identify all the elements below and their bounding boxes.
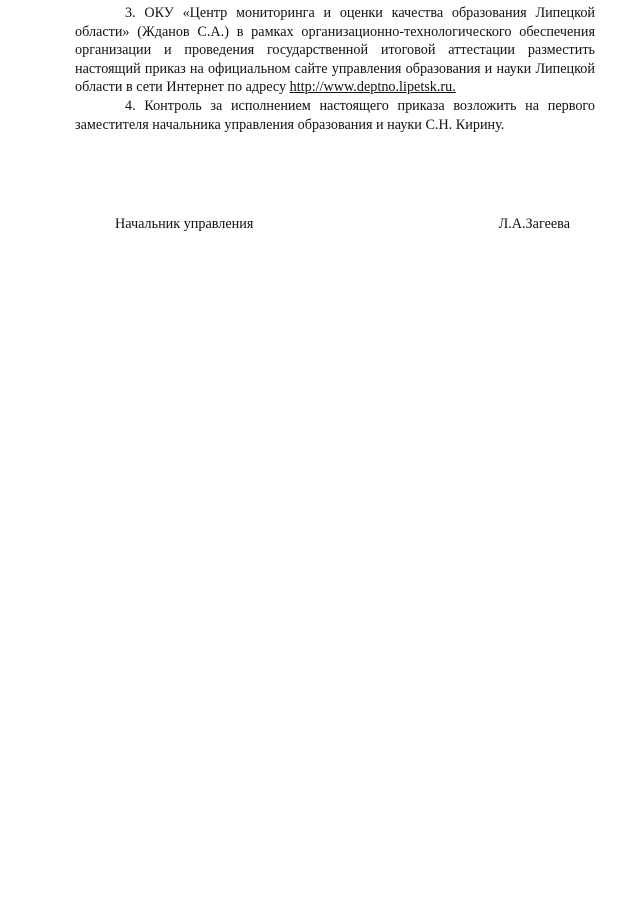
document-body [75,4,595,134]
paragraph-4: 4. Контроль за исполнением настоящего приказа возложить на первого заместителя начальника управления образования и науки С.Н. Кирину. [75,97,595,133]
signatory-name: Л.А.Загеева [498,216,570,232]
website-link[interactable]: http://www.deptno.lipetsk.ru. [289,79,456,96]
paragraph-3 [75,4,595,97]
signatory-position: Начальник управления [115,216,254,232]
paragraph-3-text: 3. ОКУ «Центр мониторинга и оценки качества образования Липецкой области» (Жданов С.А.) в рамках организационно-технологического обеспечения организации и проведения государственной итоговой аттестации разместить настоящий приказ на официальном сайте управления образования и науки Липецкой области в сети Интернет по адресу [75,5,595,96]
